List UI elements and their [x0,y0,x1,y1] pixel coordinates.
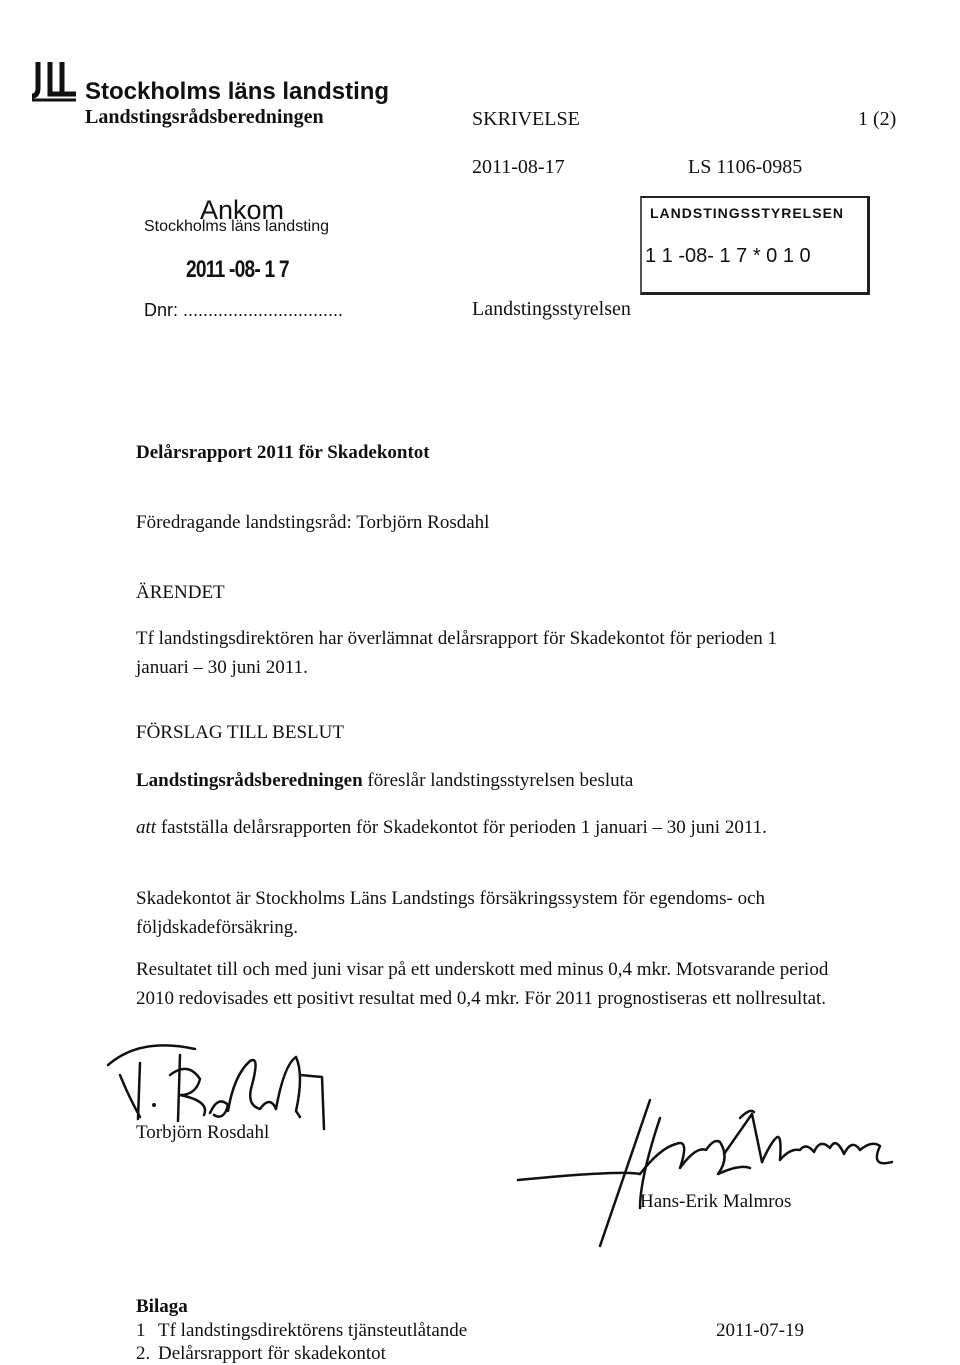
proposal-text: föreslår landstingsstyrelsen besluta [362,770,634,791]
arende-heading: ÄRENDET [136,582,225,603]
signature-rosdahl [100,1035,340,1135]
signer-rosdahl: Torbjörn Rosdahl [136,1122,270,1143]
recipient: Landstingsstyrelsen [472,298,631,320]
attachment-title: Delårsrapport för skadekontot [158,1343,386,1364]
attachment-number: 1 [136,1320,146,1341]
att-text: fastställa delårsrapporten för Skadekontot för perioden 1 januari – 30 juni 2011. [156,817,767,838]
attachment-item-2 [136,1343,386,1365]
signer-malmros: Hans-Erik Malmros [640,1191,792,1212]
doc-type: SKRIVELSE [472,108,580,130]
reference-number: LS 1106-0985 [688,156,803,178]
attachment-number: 2. [136,1343,151,1364]
page-number: 1 (2) [858,108,897,130]
presenter-line: Föredragande landstingsråd: Torbjörn Rosdahl [136,512,490,533]
ankom-org: Stockholms läns landsting [144,218,329,235]
sll-logo-mark [30,58,80,102]
department: Landstingsrådsberedningen [85,106,324,128]
attachment-item-1 [136,1320,467,1342]
paragraph-skadekontot: Skadekontot är Stockholms Läns Landstings försäkringssystem för egendoms- och följdskadeförsäkring. [136,888,766,938]
attachments-heading: Bilaga [136,1296,188,1317]
registry-stamp-entry: 1 1 -08- 1 7 * 0 1 0 [645,245,811,267]
ankom-title: Ankom [200,195,285,225]
attachment-title: Tf landstingsdirektörens tjänsteutlåtande [158,1320,468,1341]
att-word: att [136,817,157,838]
registry-stamp-title: LANDSTINGSSTYRELSEN [650,205,845,221]
dnr-field: Dnr: ................................ [144,300,344,320]
ankom-date: 2011 -08- 1 7 [186,256,289,283]
proposal-line [136,770,633,792]
forslag-heading: FÖRSLAG TILL BESLUT [136,722,344,743]
document-title: Delårsrapport 2011 för Skadekontot [136,442,430,463]
sll-logo [30,58,80,107]
paragraph-resultat: Resultatet till och med juni visar på ett underskott med minus 0,4 mkr. Motsvarande period 2010 redovisades ett positivt resultat med 0,4 mkr. För 2011 prognostiseras ett nollresultat. [136,959,829,1009]
signature-malmros [500,1098,900,1248]
arende-text: Tf landstingsdirektören har överlämnat delårsrapport för Skadekontot för perioden 1 januari – 30 juni 2011. [136,628,778,678]
att-line [136,817,767,839]
org-name: Stockholms läns landsting [85,78,390,105]
doc-date: 2011-08-17 [472,156,565,178]
proposal-subject: Landstingsrådsberedningen [136,770,363,791]
attachment-date-1: 2011-07-19 [716,1320,804,1341]
